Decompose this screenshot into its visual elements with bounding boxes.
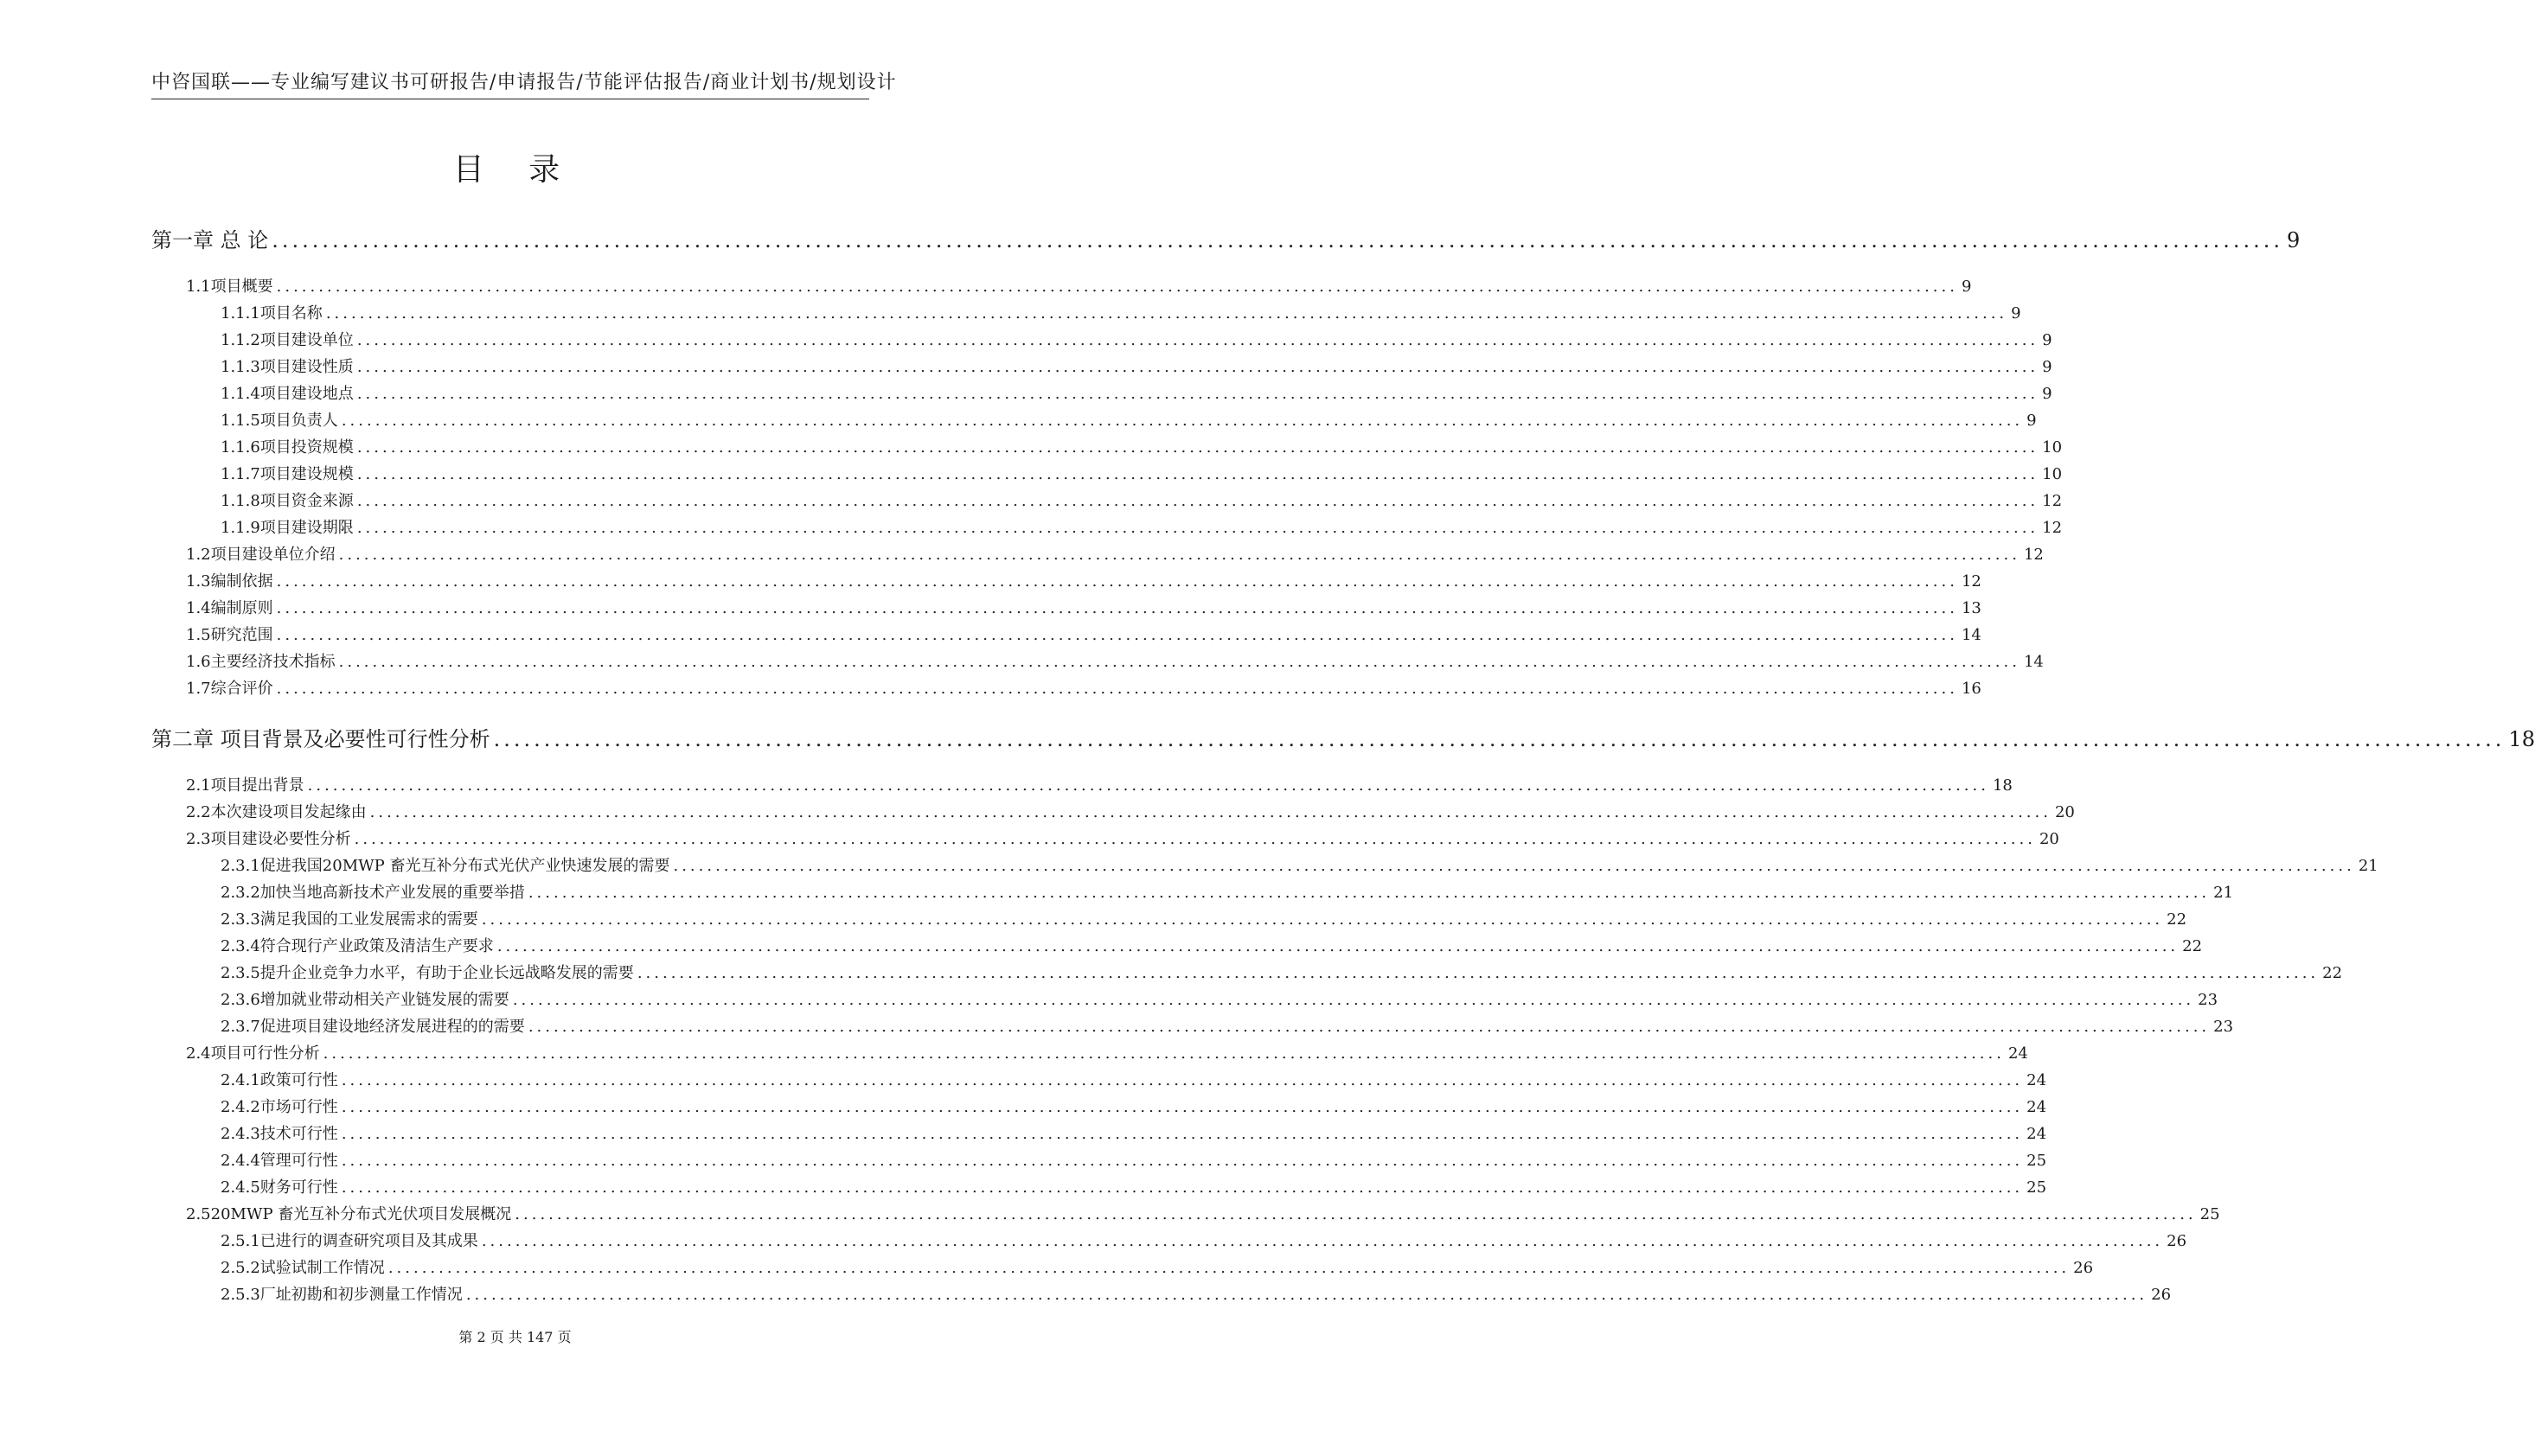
toc-leader-dots: ........................................................................................................................................................................................................ (341, 1125, 2024, 1143)
toc-entry-label: 1.1.3项目建设性质 (221, 358, 354, 376)
toc-entry-label: 2.4.2市场可行性 (221, 1098, 338, 1116)
toc-entry[interactable] (221, 301, 2021, 323)
toc-entry[interactable] (221, 381, 2052, 404)
toc-entry[interactable] (186, 800, 2075, 822)
toc-entry-label: 1.1.7项目建设规模 (221, 465, 354, 483)
toc-leader-dots: ........................................................................................................................................................................................................ (493, 727, 2506, 751)
toc-leader-dots: ........................................................................................................................................................................................................ (341, 1178, 2024, 1197)
toc-entry-page: 9 (2042, 385, 2052, 403)
toc-entry[interactable] (221, 1095, 2047, 1117)
toc-entry-label: 1.1.8项目资金来源 (221, 492, 354, 510)
toc-entry-page: 12 (2042, 492, 2063, 510)
toc-entry[interactable] (186, 569, 1981, 591)
toc-entry[interactable] (221, 1148, 2047, 1171)
toc-chapter-entry[interactable] (151, 223, 2301, 253)
toc-entry-label: 1.1.4项目建设地点 (221, 385, 354, 403)
toc-entry-label: 1.7综合评价 (186, 680, 273, 698)
toc-entry-page: 21 (2213, 884, 2234, 902)
toc-entry-label: 2.3项目建设必要性分析 (186, 830, 351, 848)
toc-entry-page: 9 (2026, 412, 2037, 430)
toc-leader-dots: ........................................................................................................................................................................................................ (528, 1018, 2211, 1036)
toc-entry[interactable] (221, 435, 2063, 457)
toc-entry-label: 1.2项目建设单位介绍 (186, 546, 336, 564)
toc-entry[interactable] (221, 853, 2378, 876)
toc-entry-page: 9 (2042, 331, 2052, 349)
toc-entry[interactable] (221, 462, 2063, 484)
toc-entry-page: 12 (2023, 546, 2044, 564)
toc-leader-dots: ........................................................................................................................................................................................................ (338, 653, 2020, 671)
toc-entry-page: 12 (1961, 572, 1981, 591)
toc-leader-dots: ........................................................................................................................................................................................................ (481, 1232, 2164, 1250)
toc-entry-page: 26 (2151, 1286, 2172, 1304)
toc-entry-label: 2.520MWP 畜光互补分布式光伏项目发展概况 (186, 1205, 512, 1223)
toc-leader-dots: ........................................................................................................................................................................................................ (272, 228, 2284, 252)
toc-entry[interactable] (221, 1121, 2047, 1144)
toc-entry-label: 2.3.3满足我国的工业发展需求的需要 (221, 910, 478, 929)
toc-entry-page: 13 (1961, 599, 1981, 617)
toc-entry[interactable] (221, 1068, 2047, 1090)
toc-title: 目 录 (452, 152, 578, 188)
toc-leader-dots: ........................................................................................................................................................................................................ (356, 519, 2039, 537)
toc-entry-label: 2.5.2试验试制工作情况 (221, 1259, 385, 1277)
toc-entry[interactable] (186, 542, 2044, 565)
toc-entry-page: 23 (2198, 991, 2218, 1009)
toc-entry[interactable] (221, 328, 2052, 350)
toc-entry[interactable] (221, 489, 2063, 511)
toc-entry-label: 1.6主要经济技术指标 (186, 653, 336, 671)
toc-leader-dots: ........................................................................................................................................................................................................ (338, 546, 2020, 564)
toc-entry-page: 22 (2182, 937, 2203, 955)
toc-entry-label: 1.1.5项目负责人 (221, 412, 338, 430)
toc-entry-page: 14 (1961, 626, 1981, 644)
toc-leader-dots: ........................................................................................................................................................................................................ (356, 331, 2039, 349)
toc-entry-page: 23 (2213, 1018, 2234, 1036)
toc-leader-dots: ........................................................................................................................................................................................................ (323, 1044, 2005, 1063)
toc-chapter-entry[interactable] (151, 722, 2535, 752)
toc-leader-dots: ........................................................................................................................................................................................................ (276, 278, 1958, 296)
toc-leader-dots: ........................................................................................................................................................................................................ (307, 776, 1989, 795)
toc-entry-page: 24 (2007, 1044, 2028, 1063)
toc-leader-dots: ........................................................................................................................................................................................................ (356, 465, 2039, 483)
toc-entry-label: 2.3.2加快当地高新技术产业发展的重要举措 (221, 884, 525, 902)
toc-entry[interactable] (221, 408, 2037, 431)
toc-entry-label: 2.2本次建设项目发起缘由 (186, 803, 367, 821)
toc-leader-dots: ........................................................................................................................................................................................................ (369, 803, 2052, 821)
toc-entry-label: 2.3.4符合现行产业政策及清洁生产要求 (221, 937, 494, 955)
toc-leader-dots: ........................................................................................................................................................................................................ (512, 991, 2195, 1009)
toc-entry[interactable] (186, 274, 1972, 297)
toc-entry-label: 2.3.6增加就业带动相关产业链发展的需要 (221, 991, 509, 1009)
toc-entry-page: 26 (2073, 1259, 2094, 1277)
toc-entry-page: 9 (2287, 228, 2301, 252)
toc-entry-page: 10 (2042, 465, 2063, 483)
toc-entry-page: 9 (2042, 358, 2052, 376)
toc-entry[interactable] (221, 1255, 2094, 1278)
toc-entry[interactable] (186, 827, 2059, 849)
toc-entry-page: 22 (2322, 964, 2343, 982)
toc-entry-label: 2.3.7促进项目建设地经济发展进程的的需要 (221, 1018, 525, 1036)
toc-leader-dots: ........................................................................................................................................................................................................ (387, 1259, 2071, 1277)
toc-leader-dots: ........................................................................................................................................................................................................ (276, 626, 1958, 644)
toc-leader-dots: ........................................................................................................................................................................................................ (637, 964, 2320, 982)
toc-entry-page: 21 (2358, 857, 2378, 875)
toc-leader-dots: ........................................................................................................................................................................................................ (341, 1098, 2024, 1116)
toc-entry[interactable] (186, 623, 1981, 645)
toc-entry[interactable] (221, 515, 2063, 538)
toc-entry-label: 2.4.3技术可行性 (221, 1125, 338, 1143)
toc-entry-label: 1.1项目概要 (186, 278, 273, 296)
toc-entry[interactable] (186, 773, 2013, 795)
toc-entry-label: 2.5.3厂址初勘和初步测量工作情况 (221, 1286, 463, 1304)
toc-entry-page: 20 (2039, 830, 2059, 848)
toc-leader-dots: ........................................................................................................................................................................................................ (341, 1071, 2024, 1089)
toc-entry-page: 22 (2167, 910, 2187, 929)
toc-entry-label: 2.5.1已进行的调查研究项目及其成果 (221, 1232, 478, 1250)
toc-leader-dots: ........................................................................................................................................................................................................ (515, 1205, 2197, 1223)
toc-entry-page: 14 (2023, 653, 2044, 671)
toc-entry[interactable] (186, 1041, 2028, 1063)
toc-entry-label: 1.1.1项目名称 (221, 304, 323, 322)
toc-entry-page: 9 (2011, 304, 2021, 322)
toc-entry-label: 2.3.1促进我国20MWP 畜光互补分布式光伏产业快速发展的需要 (221, 857, 670, 875)
toc-entry[interactable] (186, 1202, 2220, 1224)
toc-entry-page: 16 (1961, 680, 1981, 698)
toc-entry-page: 12 (2042, 519, 2063, 537)
toc-entry-label: 2.4.5财务可行性 (221, 1178, 338, 1197)
toc-leader-dots: ........................................................................................................................................................................................................ (276, 680, 1958, 698)
toc-entry-page: 25 (2026, 1178, 2047, 1197)
toc-entry-label: 1.1.9项目建设期限 (221, 519, 354, 537)
toc-leader-dots: ........................................................................................................................................................................................................ (481, 910, 2164, 929)
toc-leader-dots: ........................................................................................................................................................................................................ (465, 1286, 2148, 1304)
toc-entry[interactable] (186, 676, 1981, 699)
toc-entry-page: 24 (2026, 1071, 2047, 1089)
toc-entry[interactable] (221, 987, 2218, 1010)
toc-entry-label: 1.3编制依据 (186, 572, 273, 591)
toc-entry-label: 2.1项目提出背景 (186, 776, 304, 795)
toc-entry[interactable] (221, 1229, 2187, 1251)
toc-entry-page: 10 (2042, 438, 2063, 457)
page-footer: 第 2 页 共 147 页 (458, 1329, 572, 1345)
toc-entry-label: 2.4.4管理可行性 (221, 1152, 338, 1170)
toc-entry-page: 9 (1961, 278, 1972, 296)
toc-entry-page: 18 (1992, 776, 2013, 795)
toc-entry-label: 1.4编制原则 (186, 599, 273, 617)
toc-entry-label: 1.5研究范围 (186, 626, 273, 644)
toc-leader-dots: ........................................................................................................................................................................................................ (354, 830, 2036, 848)
toc-leader-dots: ........................................................................................................................................................................................................ (356, 438, 2039, 457)
toc-entry-page: 18 (2508, 727, 2535, 751)
toc-leader-dots: ........................................................................................................................................................................................................ (276, 599, 1958, 617)
toc-entry[interactable] (221, 1014, 2234, 1037)
toc-entry[interactable] (221, 1175, 2047, 1197)
toc-entry-page: 25 (2026, 1152, 2047, 1170)
toc-leader-dots: ........................................................................................................................................................................................................ (276, 572, 1958, 591)
toc-leader-dots: ........................................................................................................................................................................................................ (356, 385, 2039, 403)
toc-entry-label: 1.1.6项目投资规模 (221, 438, 354, 457)
page-header: 中咨国联——专业编写建议书可研报告/申请报告/节能评估报告/商业计划书/规划设计 (151, 72, 897, 93)
toc-entry[interactable] (221, 961, 2343, 983)
toc-leader-dots: ........................................................................................................................................................................................................ (673, 857, 2355, 875)
toc-entry-page: 20 (2054, 803, 2075, 821)
toc-entry[interactable] (221, 354, 2052, 377)
toc-entry-page: 25 (2199, 1205, 2220, 1223)
toc-leader-dots: ........................................................................................................................................................................................................ (356, 492, 2039, 510)
toc-entry-label: 第二章 项目背景及必要性可行性分析 (151, 727, 490, 751)
toc-entry[interactable] (221, 934, 2203, 956)
toc-entry-label: 2.3.5提升企业竞争力水平，有助于企业长远战略发展的需要 (221, 964, 634, 982)
toc-entry-page: 24 (2026, 1098, 2047, 1116)
toc-leader-dots: ........................................................................................................................................................................................................ (341, 1152, 2024, 1170)
toc-leader-dots: ........................................................................................................................................................................................................ (528, 884, 2211, 902)
toc-entry[interactable] (186, 596, 1981, 618)
toc-entry-label: 2.4项目可行性分析 (186, 1044, 320, 1063)
toc-leader-dots: ........................................................................................................................................................................................................ (341, 412, 2024, 430)
toc-entry[interactable] (221, 1282, 2172, 1305)
toc-entry[interactable] (186, 649, 2044, 672)
toc-entry[interactable] (221, 880, 2234, 903)
toc-leader-dots: ........................................................................................................................................................................................................ (325, 304, 2008, 322)
toc-entry-label: 第一章 总 论 (151, 228, 269, 252)
toc-entry-page: 24 (2026, 1125, 2047, 1143)
toc-entry-page: 26 (2167, 1232, 2187, 1250)
toc-entry[interactable] (221, 907, 2187, 929)
toc-leader-dots: ........................................................................................................................................................................................................ (356, 358, 2039, 376)
toc-entry-label: 2.4.1政策可行性 (221, 1071, 338, 1089)
toc-entry-label: 1.1.2项目建设单位 (221, 331, 354, 349)
toc-leader-dots: ........................................................................................................................................................................................................ (496, 937, 2180, 955)
